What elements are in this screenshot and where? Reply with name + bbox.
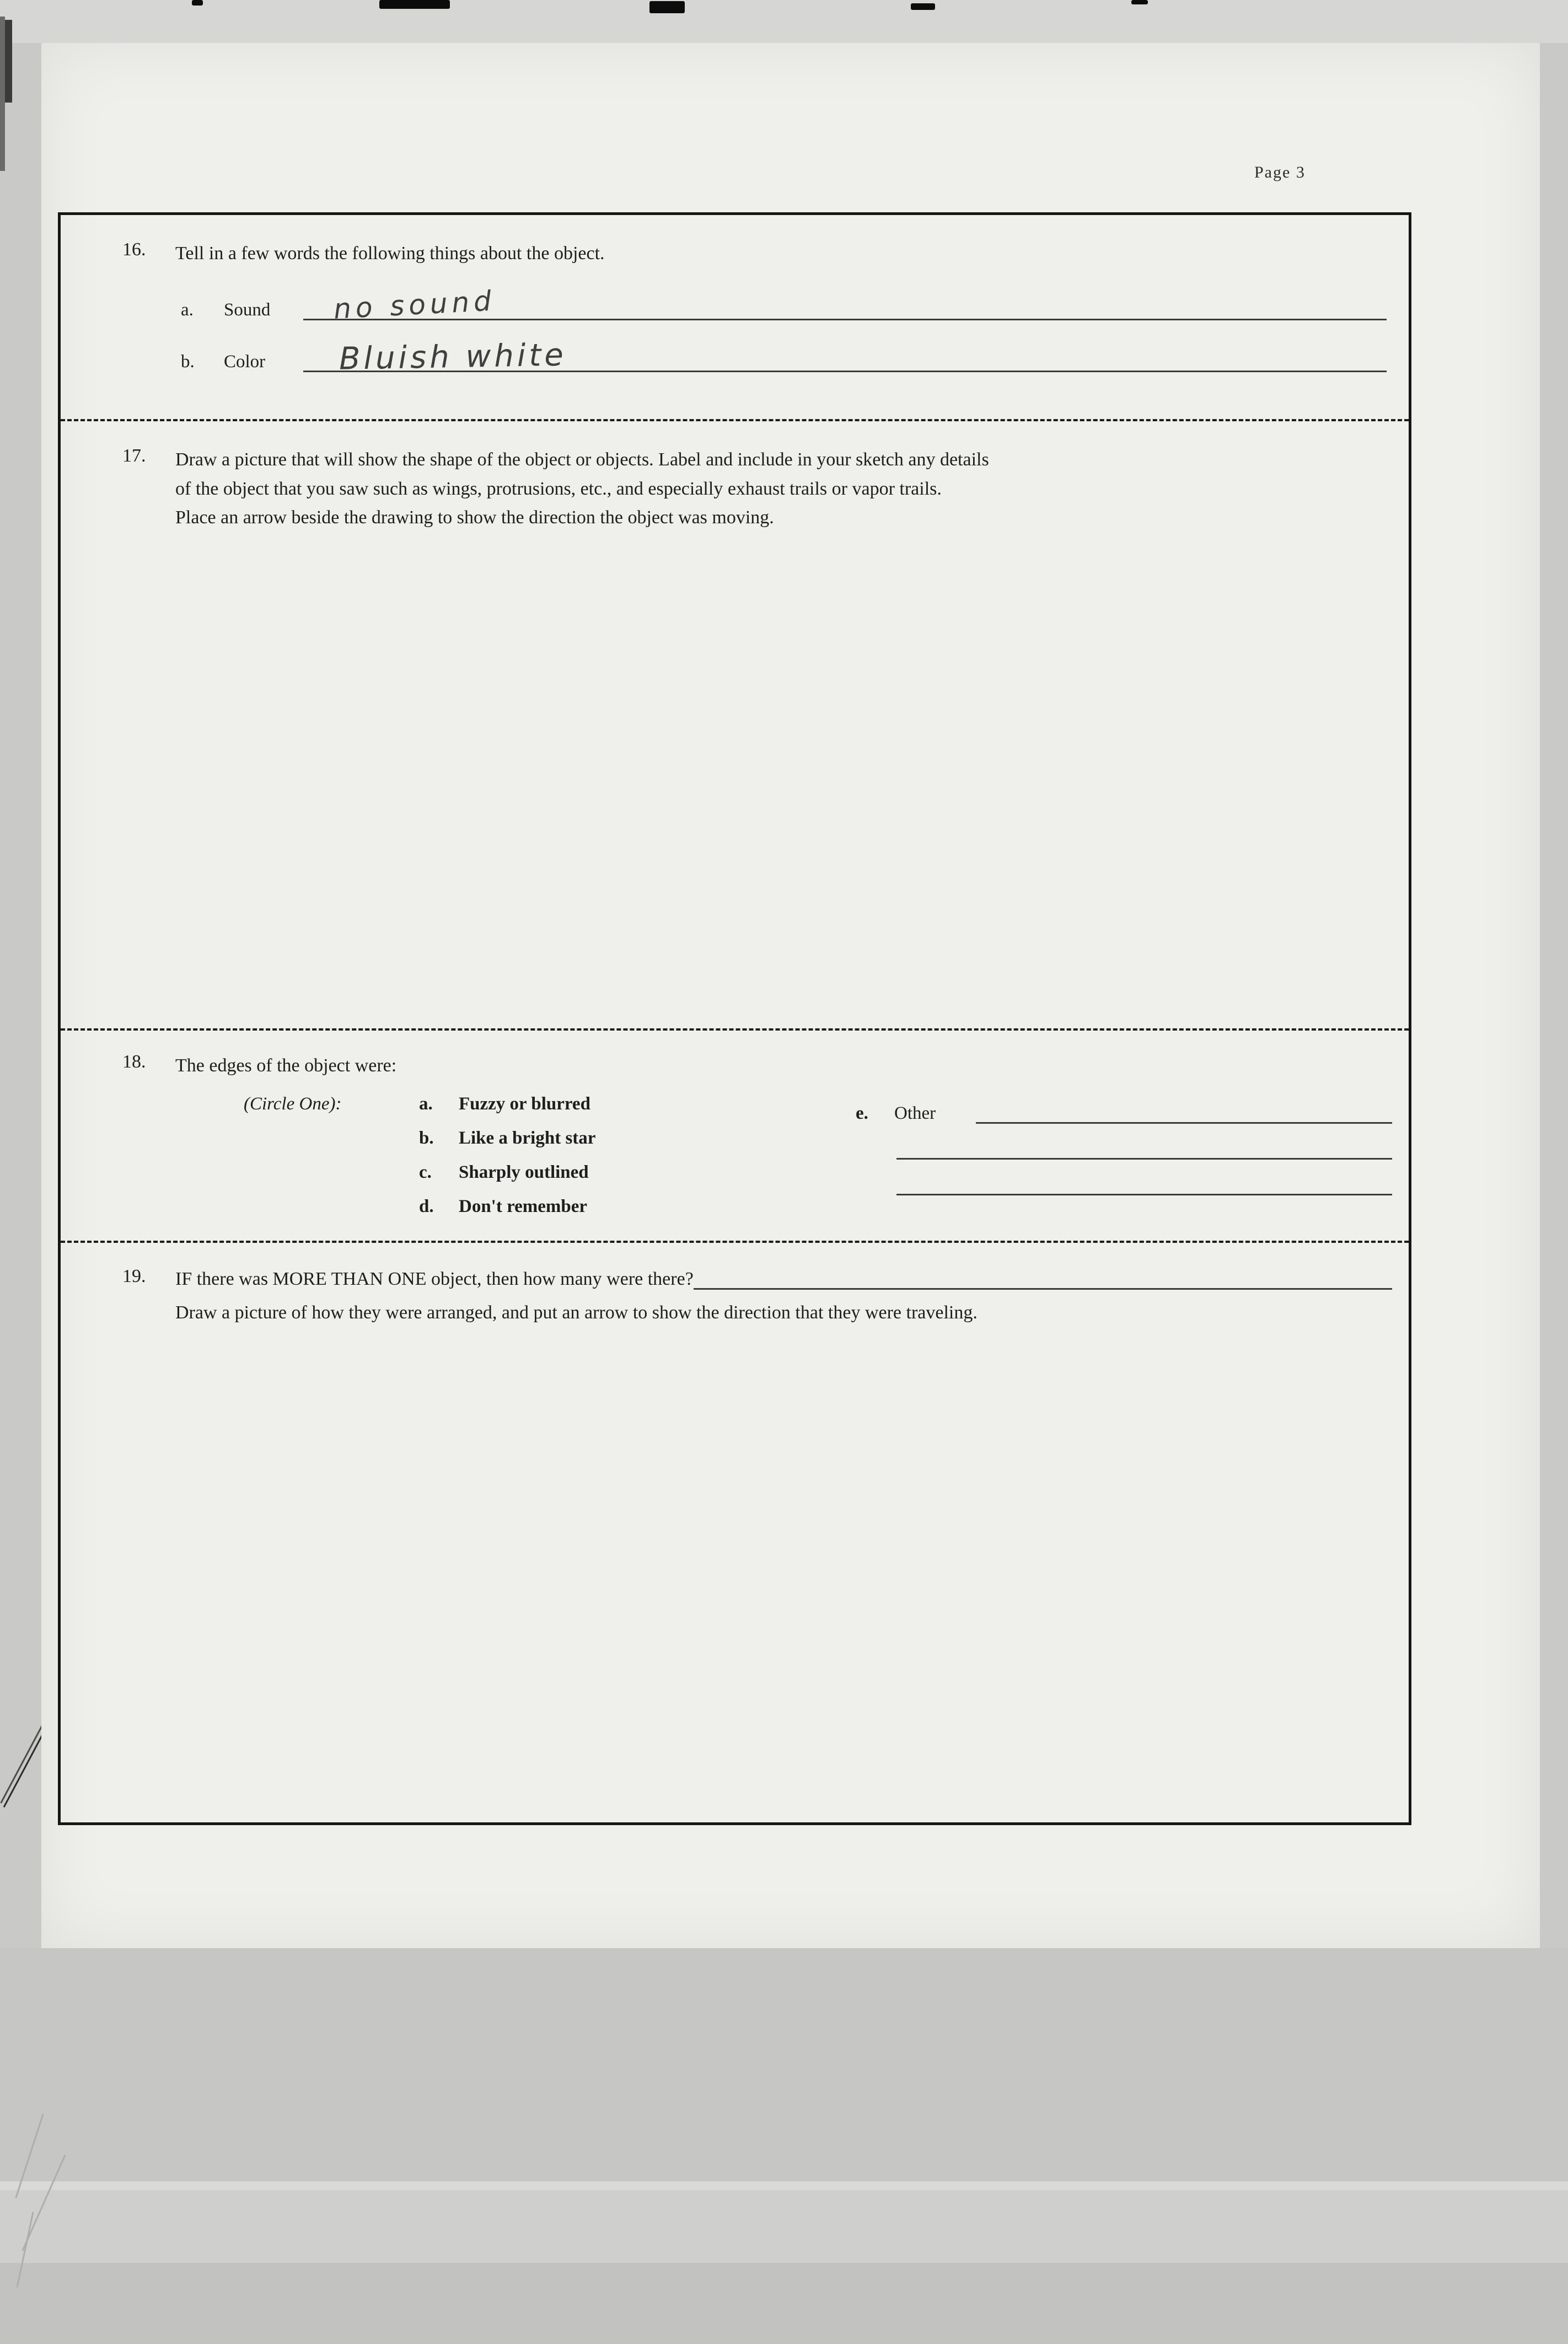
- q18-text: The edges of the object were:: [175, 1055, 397, 1076]
- scan-smudge: [192, 0, 203, 6]
- form-box: [58, 212, 1411, 1825]
- q16-text: Tell in a few words the following things about the object.: [175, 243, 605, 264]
- q18-option-a-text: Fuzzy or blurred: [459, 1093, 590, 1114]
- q18-option-c-text: Sharply outlined: [459, 1162, 589, 1182]
- q18-option-b-letter: b.: [419, 1128, 434, 1148]
- section-q19: [61, 1241, 1409, 1822]
- q18-option-d-letter: d.: [419, 1196, 434, 1216]
- q17-text: [175, 446, 1387, 533]
- section-q18: [61, 1028, 1409, 1241]
- q18-option-b-text: Like a bright star: [459, 1128, 596, 1148]
- q19-instruction-text: Draw a picture of how they were arranged, and put an arrow to show the direction that they were traveling.: [175, 1302, 978, 1323]
- q18-option-c-letter: c.: [419, 1162, 432, 1182]
- handwritten-color-value: Bluish white: [339, 337, 567, 377]
- q17-number: 17.: [122, 446, 146, 466]
- q18-circle-one-label: (Circle One):: [244, 1093, 342, 1114]
- q19-drawing-area: [61, 1370, 1409, 1822]
- scan-band-line: [0, 2181, 1568, 2190]
- q18-option-e-label: Other: [894, 1103, 936, 1123]
- scan-scratch: [0, 1720, 45, 1804]
- q16-sound-label: Sound: [224, 299, 271, 320]
- q17-text-line3: Place an arrow beside the drawing to show the direction the object was moving.: [175, 507, 774, 528]
- q16-color-letter: b.: [181, 351, 195, 372]
- q17-text-line2: of the object that you saw such as wings, protrusions, etc., and especially exhaust trails or vapor trails.: [175, 478, 942, 499]
- scan-corner-mark: [0, 17, 5, 171]
- scan-top-band: [0, 0, 1568, 43]
- q19-number: 19.: [122, 1266, 146, 1286]
- q19-question-text: IF there was MORE THAN ONE object, then how many were there?: [175, 1269, 694, 1289]
- page-number: Page 3: [1254, 163, 1306, 181]
- q17-drawing-area: [61, 587, 1409, 1028]
- scan-band-bottom: [0, 2263, 1568, 2344]
- scan-smudge: [379, 0, 450, 9]
- q18-other-blank-line-2: [896, 1124, 1392, 1160]
- section-q17: [61, 419, 1409, 1028]
- scan-smudge: [1131, 0, 1148, 4]
- scan-band-mid: [0, 2190, 1568, 2263]
- q18-other-blank-line-1: [976, 1092, 1392, 1124]
- q18-option-e: [856, 1094, 1392, 1124]
- q16-field-sound: [181, 285, 1387, 325]
- q16-color-blank-line: [303, 337, 1387, 377]
- q18-option-d: [244, 1197, 1409, 1231]
- q18-number: 18.: [122, 1052, 146, 1072]
- section-q16: [61, 215, 1409, 419]
- handwritten-sound-value: no sound: [332, 285, 497, 325]
- scan-smudge: [649, 1, 685, 13]
- q17-text-line1: Draw a picture that will show the shape of the object or objects. Label and include in your sketch any details: [175, 449, 989, 470]
- q19-how-many-blank-line: [694, 1266, 1392, 1290]
- q18-option-d-text: Don't remember: [459, 1196, 588, 1216]
- scan-smudge: [911, 3, 935, 10]
- q18-option-a-letter: a.: [419, 1093, 433, 1114]
- q18-other-blank-line-3: [896, 1160, 1392, 1195]
- q16-number: 16.: [122, 239, 146, 260]
- q18-option-e-letter: e.: [856, 1103, 868, 1123]
- q18-other-column: [856, 1094, 1392, 1195]
- paper: [41, 43, 1540, 1948]
- q16-field-color: [181, 337, 1387, 377]
- q16-color-label: Color: [224, 351, 266, 372]
- q16-sound-letter: a.: [181, 299, 194, 320]
- scan-band-lower: [0, 1948, 1568, 2181]
- q18-options-block: [61, 1094, 1409, 1231]
- q16-sound-blank-line: [303, 285, 1387, 325]
